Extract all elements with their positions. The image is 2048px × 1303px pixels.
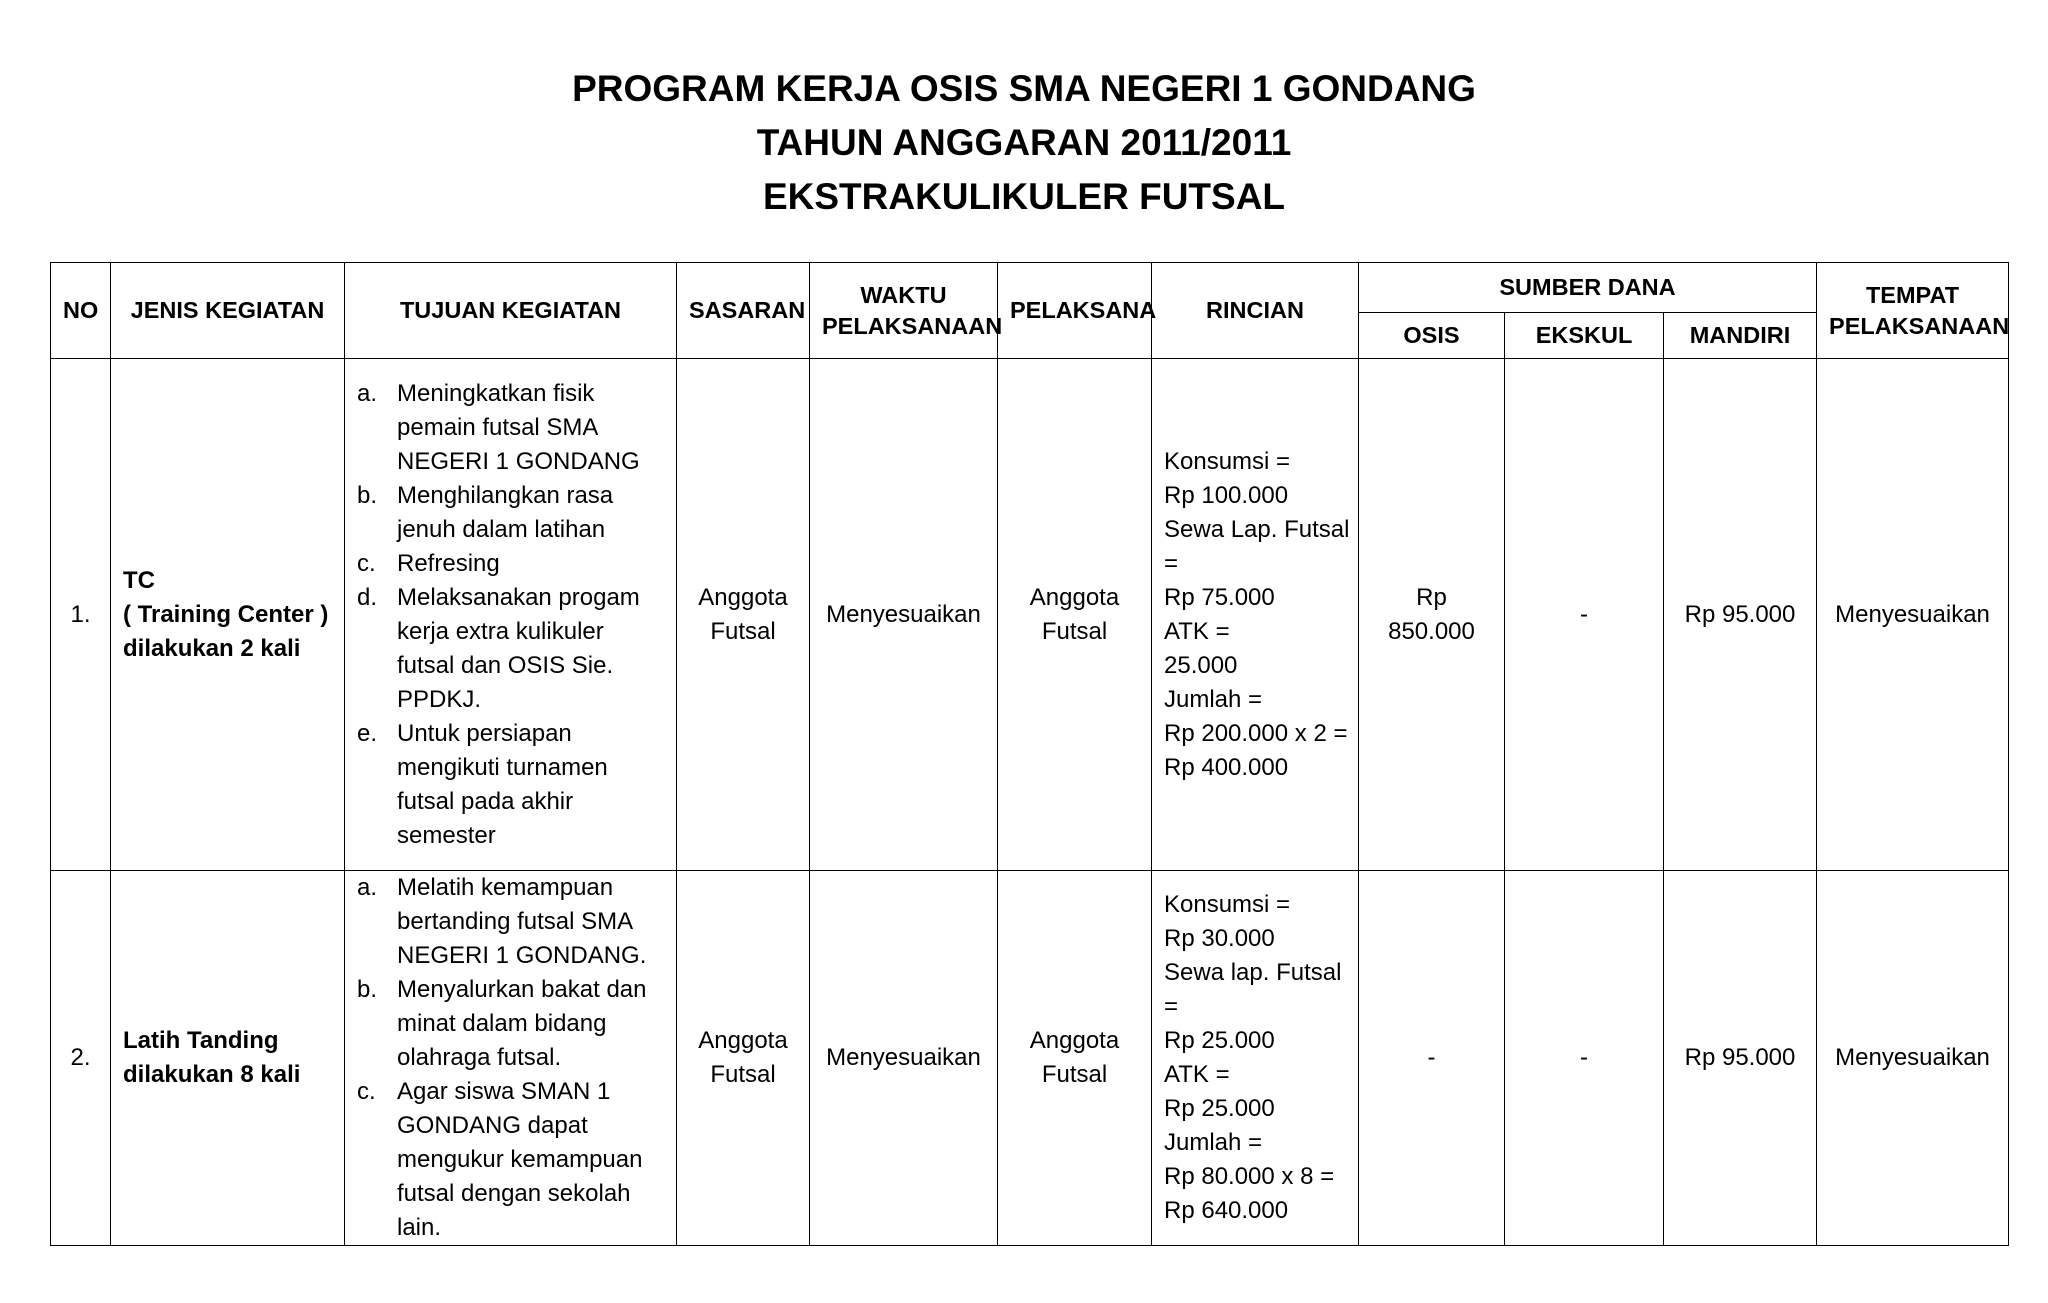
tujuan-marker: b. [357, 481, 378, 509]
tujuan-marker: b. [357, 976, 378, 1003]
tujuan-item [357, 581, 664, 717]
tujuan-line: Untuk persiapan [397, 719, 572, 747]
jenis-line: dilakukan 8 kali [123, 1061, 301, 1088]
row-sasaran [677, 359, 810, 871]
tujuan-list [357, 871, 664, 1245]
row-sasaran [677, 871, 810, 1246]
tujuan-line: Menyalurkan bakat dan [397, 976, 647, 1003]
header-rincian: RINCIAN [1152, 263, 1359, 359]
title-line-2: TAHUN ANGGARAN 2011/2011 [756, 122, 1292, 163]
rincian-line: = [1164, 549, 1179, 577]
tujuan-line: semester [397, 821, 496, 849]
header-jenis-kegiatan: JENIS KEGIATAN [111, 263, 345, 359]
rincian-line: Rp 30.000 [1164, 925, 1275, 952]
tujuan-item [357, 871, 664, 973]
row-rincian [1152, 871, 1359, 1246]
rincian-line: Rp 25.000 [1164, 1095, 1275, 1122]
sasaran-line: Futsal [710, 1061, 776, 1088]
header-mandiri: MANDIRI [1664, 313, 1817, 359]
tujuan-line: Refresing [397, 549, 500, 577]
header-ekskul: EKSKUL [1505, 313, 1664, 359]
sasaran-line: Futsal [710, 617, 776, 645]
row-pelaksana [998, 871, 1152, 1246]
header-tempat-line-1: TEMPAT [1865, 281, 1960, 308]
rincian-line: Rp 200.000 x 2 = [1164, 719, 1348, 747]
tujuan-marker: e. [357, 719, 378, 747]
title-line-3: EKSTRAKULIKULER FUTSAL [762, 176, 1286, 217]
tujuan-marker: c. [357, 1078, 376, 1105]
tujuan-marker: a. [357, 874, 378, 901]
tujuan-item [357, 377, 664, 479]
rincian-line: Sewa Lap. Futsal [1164, 515, 1350, 543]
rincian-line: Konsumsi = [1164, 891, 1291, 918]
row-tempat-pelaksanaan: Menyesuaikan [1817, 871, 2009, 1246]
sasaran-line: Anggota [698, 583, 788, 611]
header-tempat-pelaksanaan [1817, 263, 2009, 359]
row-dana-osis: Rp 850.000 [1359, 359, 1505, 871]
rincian-line: Jumlah = [1164, 685, 1263, 713]
tujuan-item [357, 547, 664, 581]
tujuan-line: mengukur kemampuan [397, 1146, 643, 1173]
row-no: 2. [51, 871, 111, 1246]
tujuan-item [357, 479, 664, 547]
table-row [51, 359, 2009, 871]
tujuan-line: mengikuti turnamen [397, 753, 608, 781]
row-pelaksana [998, 359, 1152, 871]
row-tempat-pelaksanaan: Menyesuaikan [1817, 359, 2009, 871]
tujuan-line: olahraga futsal. [397, 1044, 562, 1071]
tujuan-line: PPDKJ. [397, 685, 482, 713]
header-pelaksana: PELAKSANA [998, 263, 1152, 359]
row-dana-osis: - [1359, 871, 1505, 1246]
table-row [51, 871, 2009, 1246]
tujuan-line: NEGERI 1 GONDANG [397, 447, 640, 475]
header-waktu-line-2: PELAKSANAAN [822, 312, 1003, 339]
row-tujuan-kegiatan [345, 359, 677, 871]
tujuan-line: kerja extra kulikuler [397, 617, 604, 645]
header-osis: OSIS [1359, 313, 1505, 359]
header-no: NO [51, 263, 111, 359]
pelaksana-line: Futsal [1041, 1061, 1108, 1088]
tujuan-line: futsal pada akhir [397, 787, 574, 815]
rincian-line: = [1164, 993, 1179, 1020]
tujuan-item [357, 1075, 664, 1245]
header-sasaran: SASARAN [677, 263, 810, 359]
rincian-line: ATK = [1164, 617, 1230, 645]
title-line-1: PROGRAM KERJA OSIS SMA NEGERI 1 GONDANG [572, 68, 1476, 109]
tujuan-line: Menghilangkan rasa [397, 481, 614, 509]
document-title [0, 62, 2048, 224]
rincian-line: ATK = [1164, 1061, 1230, 1088]
rincian-line: Rp 75.000 [1164, 583, 1275, 611]
tujuan-line: minat dalam bidang [397, 1010, 607, 1037]
header-row-top [51, 263, 2009, 313]
pelaksana-line: Futsal [1041, 617, 1108, 645]
row-dana-ekskul: - [1505, 359, 1664, 871]
tujuan-marker: c. [357, 549, 376, 577]
tujuan-line: bertanding futsal SMA [397, 908, 634, 935]
header-waktu-pelaksanaan [810, 263, 1003, 359]
row-waktu-pelaksanaan: Menyesuaikan [810, 359, 998, 871]
pelaksana-line: Anggota [1029, 1027, 1120, 1054]
rincian-line: Jumlah = [1164, 1129, 1263, 1156]
tujuan-line: jenuh dalam latihan [397, 515, 606, 543]
row-dana-ekskul: - [1505, 871, 1664, 1246]
tujuan-item [357, 717, 664, 853]
pelaksana-line: Anggota [1029, 583, 1120, 611]
tujuan-item [357, 973, 664, 1075]
sasaran-line: Anggota [698, 1027, 788, 1054]
tujuan-line: lain. [397, 1214, 442, 1241]
row-jenis-kegiatan [111, 359, 345, 871]
jenis-line: TC [123, 566, 155, 594]
row-no: 1. [51, 359, 111, 871]
tujuan-marker: d. [357, 583, 378, 611]
rincian-line: Rp 640.000 [1164, 1197, 1289, 1224]
tujuan-line: Melaksanakan progam [397, 583, 640, 611]
rincian-line: Rp 25.000 [1164, 1027, 1275, 1054]
tujuan-line: Meningkatkan fisik [397, 379, 595, 407]
rincian-line: 25.000 [1164, 651, 1238, 679]
rincian-line: Konsumsi = [1164, 447, 1291, 475]
rincian-line: Rp 100.000 [1164, 481, 1289, 509]
row-tujuan-kegiatan [345, 871, 677, 1246]
rincian-line: Rp 400.000 [1164, 753, 1289, 781]
tujuan-line: futsal dengan sekolah [397, 1180, 631, 1207]
program-table [50, 262, 2009, 1246]
tujuan-list [357, 377, 664, 853]
row-waktu-pelaksanaan: Menyesuaikan [810, 871, 998, 1246]
row-dana-mandiri: Rp 95.000 [1664, 359, 1817, 871]
header-tempat-line-2: PELAKSANAAN [1829, 312, 2010, 339]
tujuan-line: pemain futsal SMA [397, 413, 599, 441]
header-tujuan-kegiatan: TUJUAN KEGIATAN [345, 263, 677, 359]
tujuan-line: Melatih kemampuan [397, 874, 614, 901]
header-sumber-dana: SUMBER DANA [1359, 263, 1817, 313]
jenis-line: ( Training Center ) [123, 600, 329, 628]
row-jenis-kegiatan [111, 871, 345, 1246]
jenis-line: Latih Tanding [123, 1027, 279, 1054]
jenis-line: dilakukan 2 kali [123, 634, 301, 662]
rincian-line: Sewa lap. Futsal [1164, 959, 1342, 986]
tujuan-line: Agar siswa SMAN 1 [397, 1078, 611, 1105]
header-waktu-line-1: WAKTU [860, 281, 947, 308]
rincian-line: Rp 80.000 x 8 = [1164, 1163, 1335, 1190]
tujuan-line: NEGERI 1 GONDANG. [397, 942, 647, 969]
tujuan-marker: a. [357, 379, 378, 407]
row-rincian [1152, 359, 1359, 871]
tujuan-line: GONDANG dapat [397, 1112, 588, 1139]
row-dana-mandiri: Rp 95.000 [1664, 871, 1817, 1246]
tujuan-line: futsal dan OSIS Sie. [397, 651, 614, 679]
